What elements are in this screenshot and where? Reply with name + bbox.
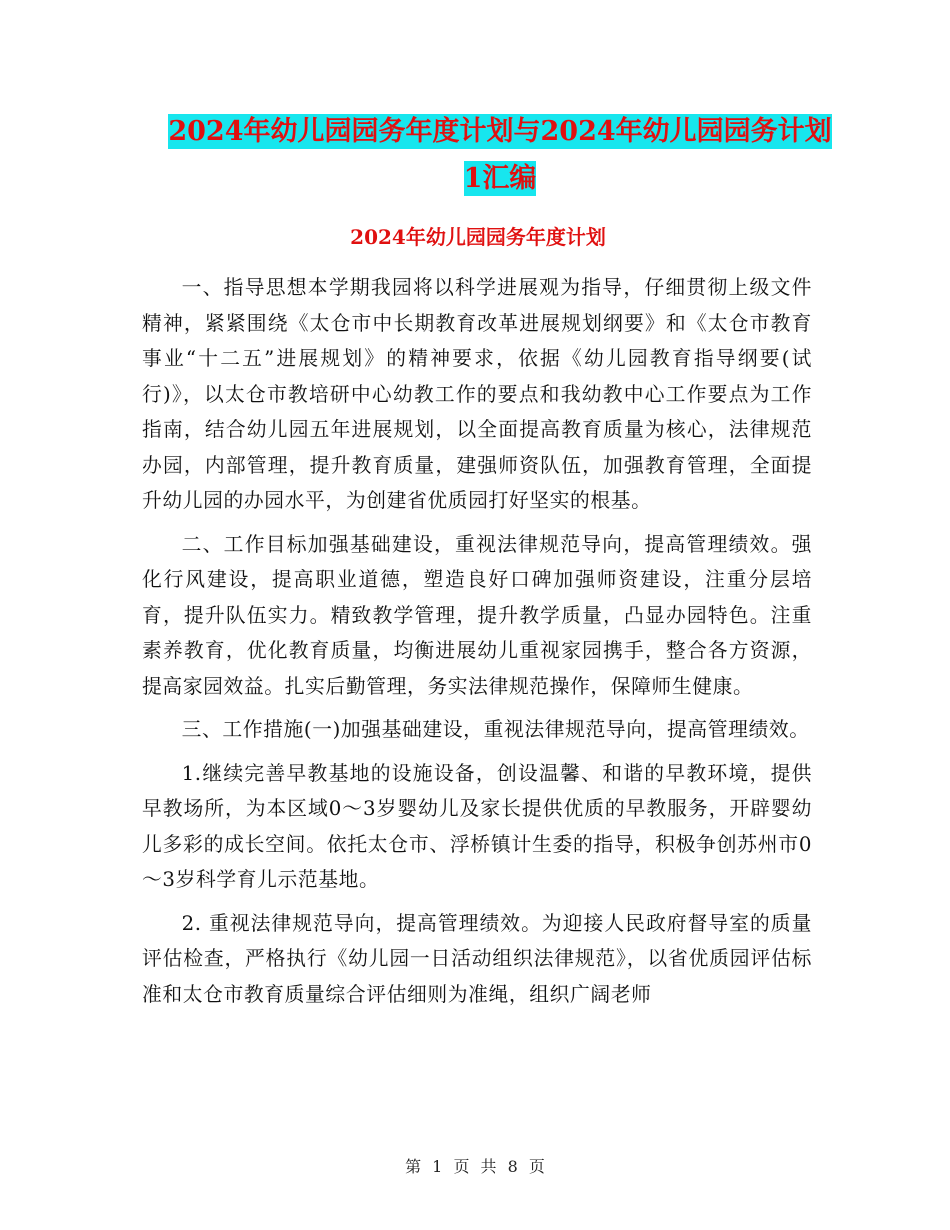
paragraph-guiding-ideology: 一、指导思想本学期我园将以科学进展观为指导，仔细贯彻上级文件精神，紧紧围绕《太仓市中长期教育改革进展规划纲要》和《太仓市教育事业“十二五”进展规划》的精神要求，依据《幼儿园教育指导纲要(试行)》，以太仓市教培研中心幼教工作的要点和我幼教中心工作要点为工作指南，结合幼儿园五年进展规划，以全面提高教育质量为核心，法律规范办园，内部管理，提升教育质量，建强师资队伍，加强教育管理，全面提升幼儿园的办园水平，为创建省优质园打好坚实的根基。 <box>142 276 812 512</box>
document-title-line-2: 1汇编 <box>463 163 537 194</box>
paragraph-work-goals: 二、工作目标加强基础建设，重视法律规范导向，提高管理绩效。强化行风建设，提高职业道德，塑造良好口碑加强师资建设，注重分层培育，提升队伍实力。精致教学管理，提升教学质量，凸显办园特色。注重素养教育，优化教育质量，均衡进展幼儿重视家园携手，整合各方资源，提高家园效益。扎实后勤管理，务实法律规范操作，保障师生健康。 <box>142 532 812 698</box>
paragraph-measure-2: 2. 重视法律规范导向，提高管理绩效。为迎接人民政府督导室的质量评估检查，严格执行《幼儿园一日活动组织法律规范》，以省优质园评估标准和太仓市教育质量综合评估细则为准绳，组织广阔老师 <box>142 911 812 1006</box>
page-footer: 第 1 页 共 8 页 <box>405 1157 545 1176</box>
paragraph-measure-1: 1.继续完善早教基地的设施设备，创设温馨、和谐的早教环境，提供早教场所，为本区域0～3岁婴幼儿及家长提供优质的早教服务，开辟婴幼儿多彩的成长空间。依托太仓市、浮桥镇计生委的指导，积极争创苏州市0～3岁科学育儿示范基地。 <box>142 761 812 891</box>
document-title-line-1: 2024年幼儿园园务年度计划与2024年幼儿园园务计划 <box>168 116 832 147</box>
paragraph-work-measures: 三、工作措施(一)加强基础建设，重视法律规范导向，提高管理绩效。 <box>181 718 810 741</box>
section-title: 2024年幼儿园园务年度计划 <box>350 225 606 249</box>
document-body <box>142 270 812 1020</box>
document-title <box>140 108 860 202</box>
